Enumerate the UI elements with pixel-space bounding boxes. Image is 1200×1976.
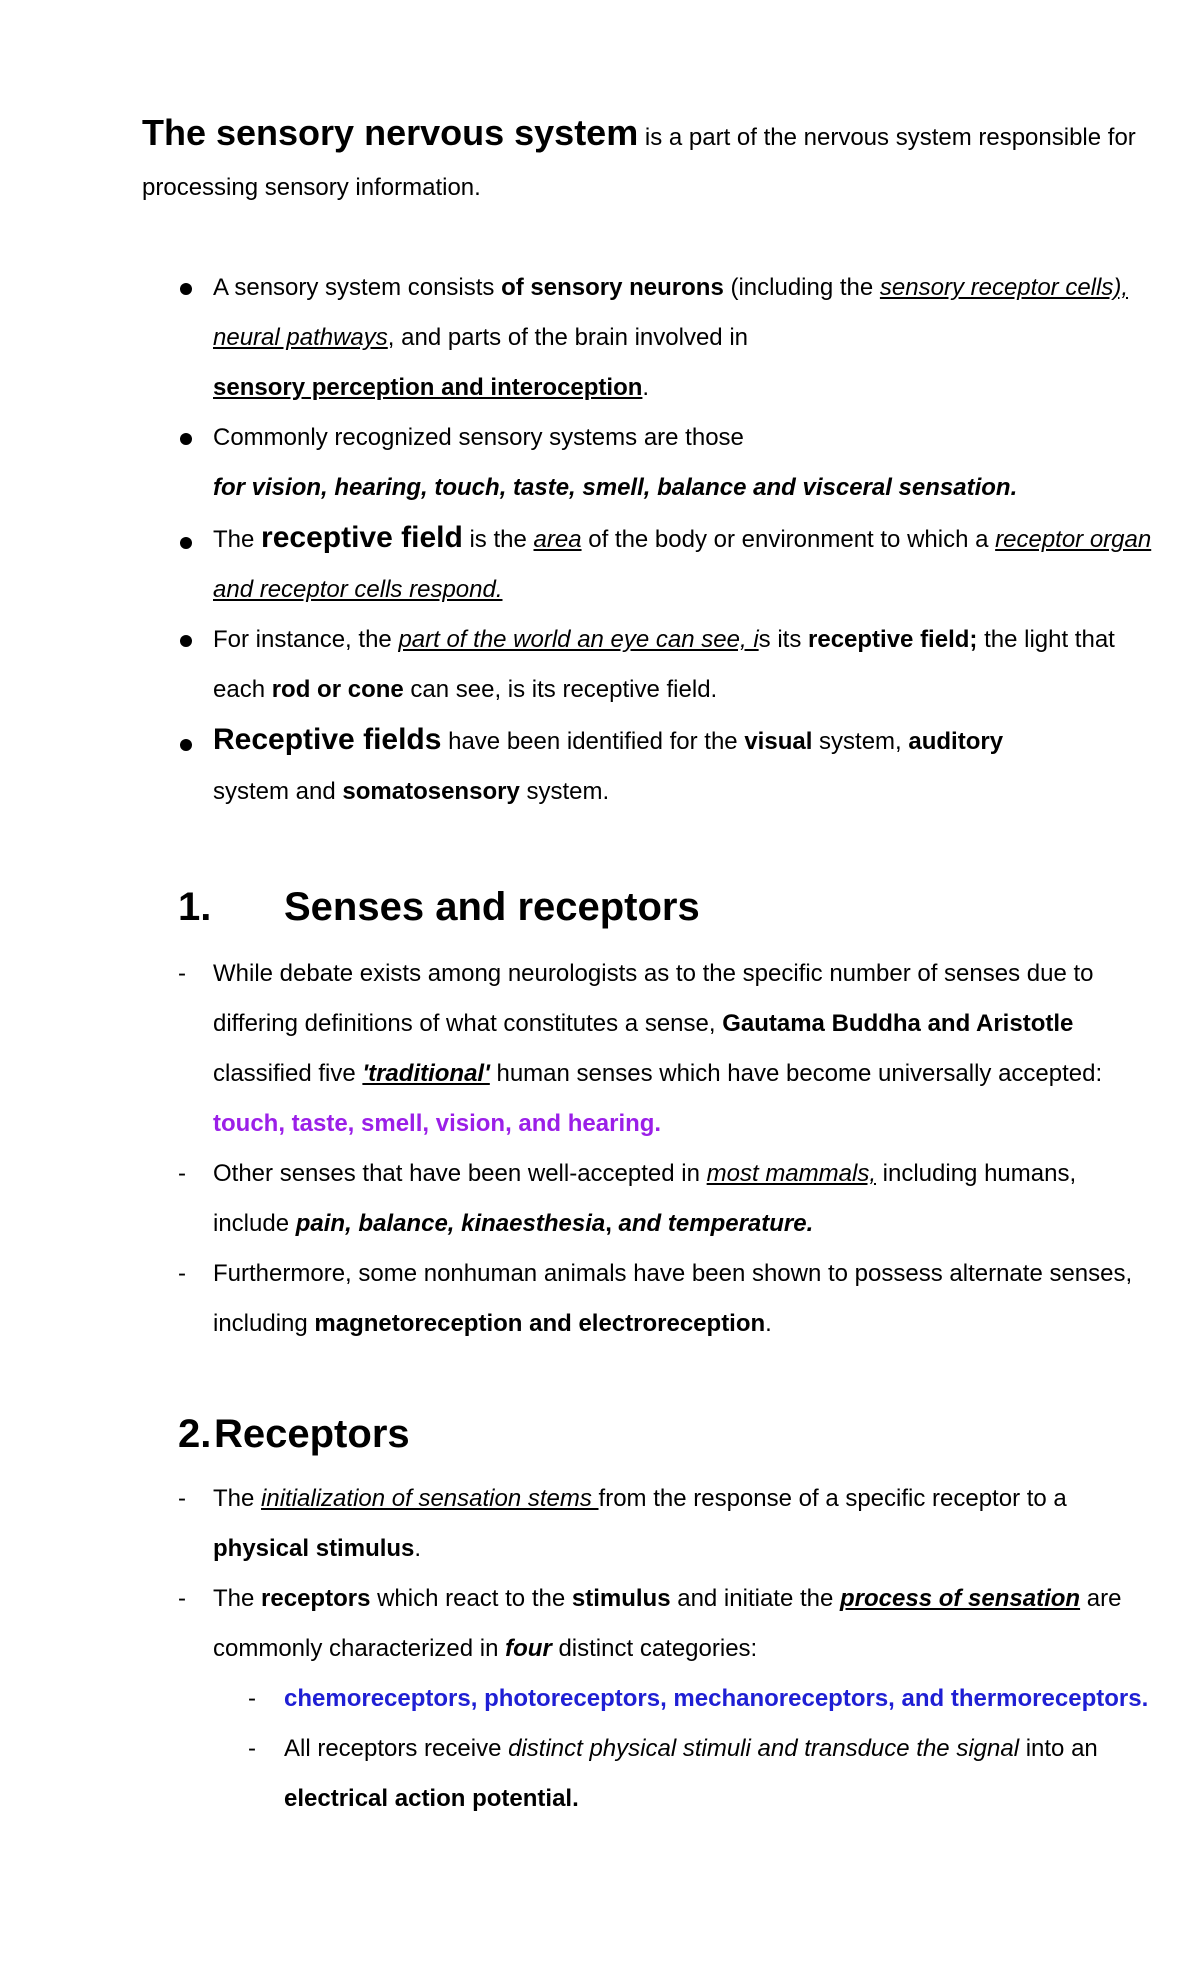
text-run: physical stimulus	[213, 1535, 415, 1562]
text-run: human senses which have become universally accepted:	[489, 1060, 1103, 1087]
text-run: which react to the	[370, 1585, 572, 1612]
text-run: pain, balance, kinaesthesia	[295, 1210, 606, 1237]
text-run: magnetoreception and electroreception	[314, 1310, 766, 1337]
text-run: of the body or environment to which a	[581, 526, 996, 553]
text-run: For instance, the	[213, 626, 399, 653]
bullet-item-receptive-fields	[142, 715, 1157, 817]
dash-marker: -	[178, 1160, 186, 1187]
text-run: ,	[605, 1210, 619, 1237]
text-run: distinct physical stimuli and transduce the signal	[508, 1735, 1020, 1762]
text-run: electrical action potential.	[284, 1785, 579, 1812]
text-run: .	[414, 1535, 422, 1562]
text-run: stimulus	[571, 1585, 671, 1612]
sub-list-item-all-receptors	[142, 1724, 1157, 1824]
text-run: rod or cone	[271, 676, 404, 703]
list-item-initialization	[142, 1474, 1157, 1574]
text-run: 'traditional'	[362, 1060, 490, 1087]
text-run: receptor organ and receptor cells respond.	[213, 526, 1152, 603]
text-run: visual	[744, 728, 813, 755]
text-run: receptive field;	[808, 626, 978, 653]
section-number: 2.	[178, 1412, 212, 1456]
document-body	[142, 108, 1157, 1824]
sub-list-item-categories	[142, 1674, 1157, 1724]
text-run: four	[505, 1635, 552, 1662]
text-run: into an	[1019, 1735, 1098, 1762]
text-run: .	[765, 1310, 772, 1337]
list-item-other-senses	[142, 1149, 1157, 1249]
text-run: initialization of sensation stems	[261, 1485, 599, 1512]
bullet-item-for-instance	[142, 615, 1157, 715]
text-run: auditory	[908, 728, 1004, 755]
text-run: area	[533, 526, 582, 553]
text-run: including humans, include	[213, 1160, 1077, 1237]
text-run: (including the	[723, 274, 880, 301]
intro-text: is a part of the nervous system responsible for processing sensory information.	[142, 124, 1136, 201]
text-run: The	[213, 1485, 262, 1512]
text-run: Furthermore, some nonhuman animals have been shown to possess alternate senses, including	[213, 1260, 1133, 1337]
receptors-list	[142, 1474, 1157, 1824]
text-run: the light that each	[213, 626, 1115, 703]
text-run: and initiate the	[670, 1585, 840, 1612]
text-run: distinct categories:	[551, 1635, 758, 1662]
text-run: part of the world an eye can see, i	[398, 626, 759, 653]
section-title: Receptors	[214, 1412, 410, 1456]
text-run: .	[642, 374, 650, 401]
text-run: chemoreceptors, photoreceptors, mechanoreceptors, and thermoreceptors.	[284, 1685, 1149, 1712]
text-run: is the	[462, 526, 534, 553]
text-run: classified five	[213, 1060, 363, 1087]
bullet-dot-icon	[180, 433, 192, 445]
senses-list	[142, 949, 1157, 1349]
text-run: touch, taste, smell, vision, and hearing.	[213, 1110, 662, 1137]
text-run: are commonly characterized in	[213, 1585, 1122, 1662]
text-run: Gautama Buddha and Aristotle	[722, 1010, 1074, 1037]
list-item-nonhuman	[142, 1249, 1157, 1349]
intro-paragraph	[142, 108, 1157, 213]
text-run: and temperature.	[618, 1210, 814, 1237]
text-run: receptive field	[261, 521, 463, 554]
text-run: can see, is its receptive field.	[403, 676, 718, 703]
text-run: somatosensory	[342, 778, 520, 805]
document-title: The sensory nervous system	[142, 112, 639, 153]
bullet-dot-icon	[180, 635, 192, 647]
text-run: receptors	[261, 1585, 371, 1612]
text-run: sensory perception and interoception	[213, 374, 643, 401]
text-run: All receptors receive	[284, 1735, 509, 1762]
text-run: system and	[213, 778, 343, 805]
text-run: Commonly recognized sensory systems are those	[213, 424, 744, 451]
text-run: While debate exists among neurologists as to the specific number of senses due to differing definitions of what constitutes a sense,	[213, 960, 1094, 1037]
bullet-list	[142, 263, 1157, 817]
text-run: The	[213, 526, 262, 553]
bullet-dot-icon	[180, 537, 192, 549]
bullet-item-common-systems	[142, 413, 1157, 513]
section-title: Senses and receptors	[284, 885, 700, 929]
text-run: Receptive fields	[213, 723, 442, 756]
text-run: sensory receptor cells), neural pathways	[213, 274, 1128, 351]
section-heading-receptors	[142, 1404, 1157, 1464]
text-run: Other senses that have been well-accepted in	[213, 1160, 707, 1187]
bullet-item-sensory-system	[142, 263, 1157, 413]
dash-marker: -	[248, 1685, 256, 1712]
text-run: have been identified for the	[441, 728, 745, 755]
dash-marker: -	[178, 1585, 186, 1612]
text-run: The	[213, 1585, 262, 1612]
text-run: from the response of a specific receptor to a	[598, 1485, 1067, 1512]
bullet-dot-icon	[180, 283, 192, 295]
section-heading-senses-and-receptors	[142, 877, 1157, 937]
dash-marker: -	[178, 1485, 186, 1512]
section-number: 1.	[178, 885, 212, 929]
text-run: s its	[758, 626, 808, 653]
text-run: A sensory system consists	[213, 274, 502, 301]
text-run: system.	[519, 778, 610, 805]
text-run: for vision, hearing, touch, taste, smell, balance and visceral sensation.	[213, 474, 1018, 501]
dash-marker: -	[178, 1260, 186, 1287]
dash-marker: -	[248, 1735, 256, 1762]
bullet-dot-icon	[180, 739, 192, 751]
text-run: most mammals,	[706, 1160, 876, 1187]
bullet-item-receptive-field	[142, 513, 1157, 615]
text-run: process of sensation	[840, 1585, 1081, 1612]
list-item-receptors-react	[142, 1574, 1157, 1674]
text-run: of sensory neurons	[501, 274, 724, 301]
text-run: , and parts of the brain involved in	[387, 324, 749, 351]
dash-marker: -	[178, 960, 186, 987]
list-item-debate	[142, 949, 1157, 1149]
text-run: system,	[812, 728, 909, 755]
